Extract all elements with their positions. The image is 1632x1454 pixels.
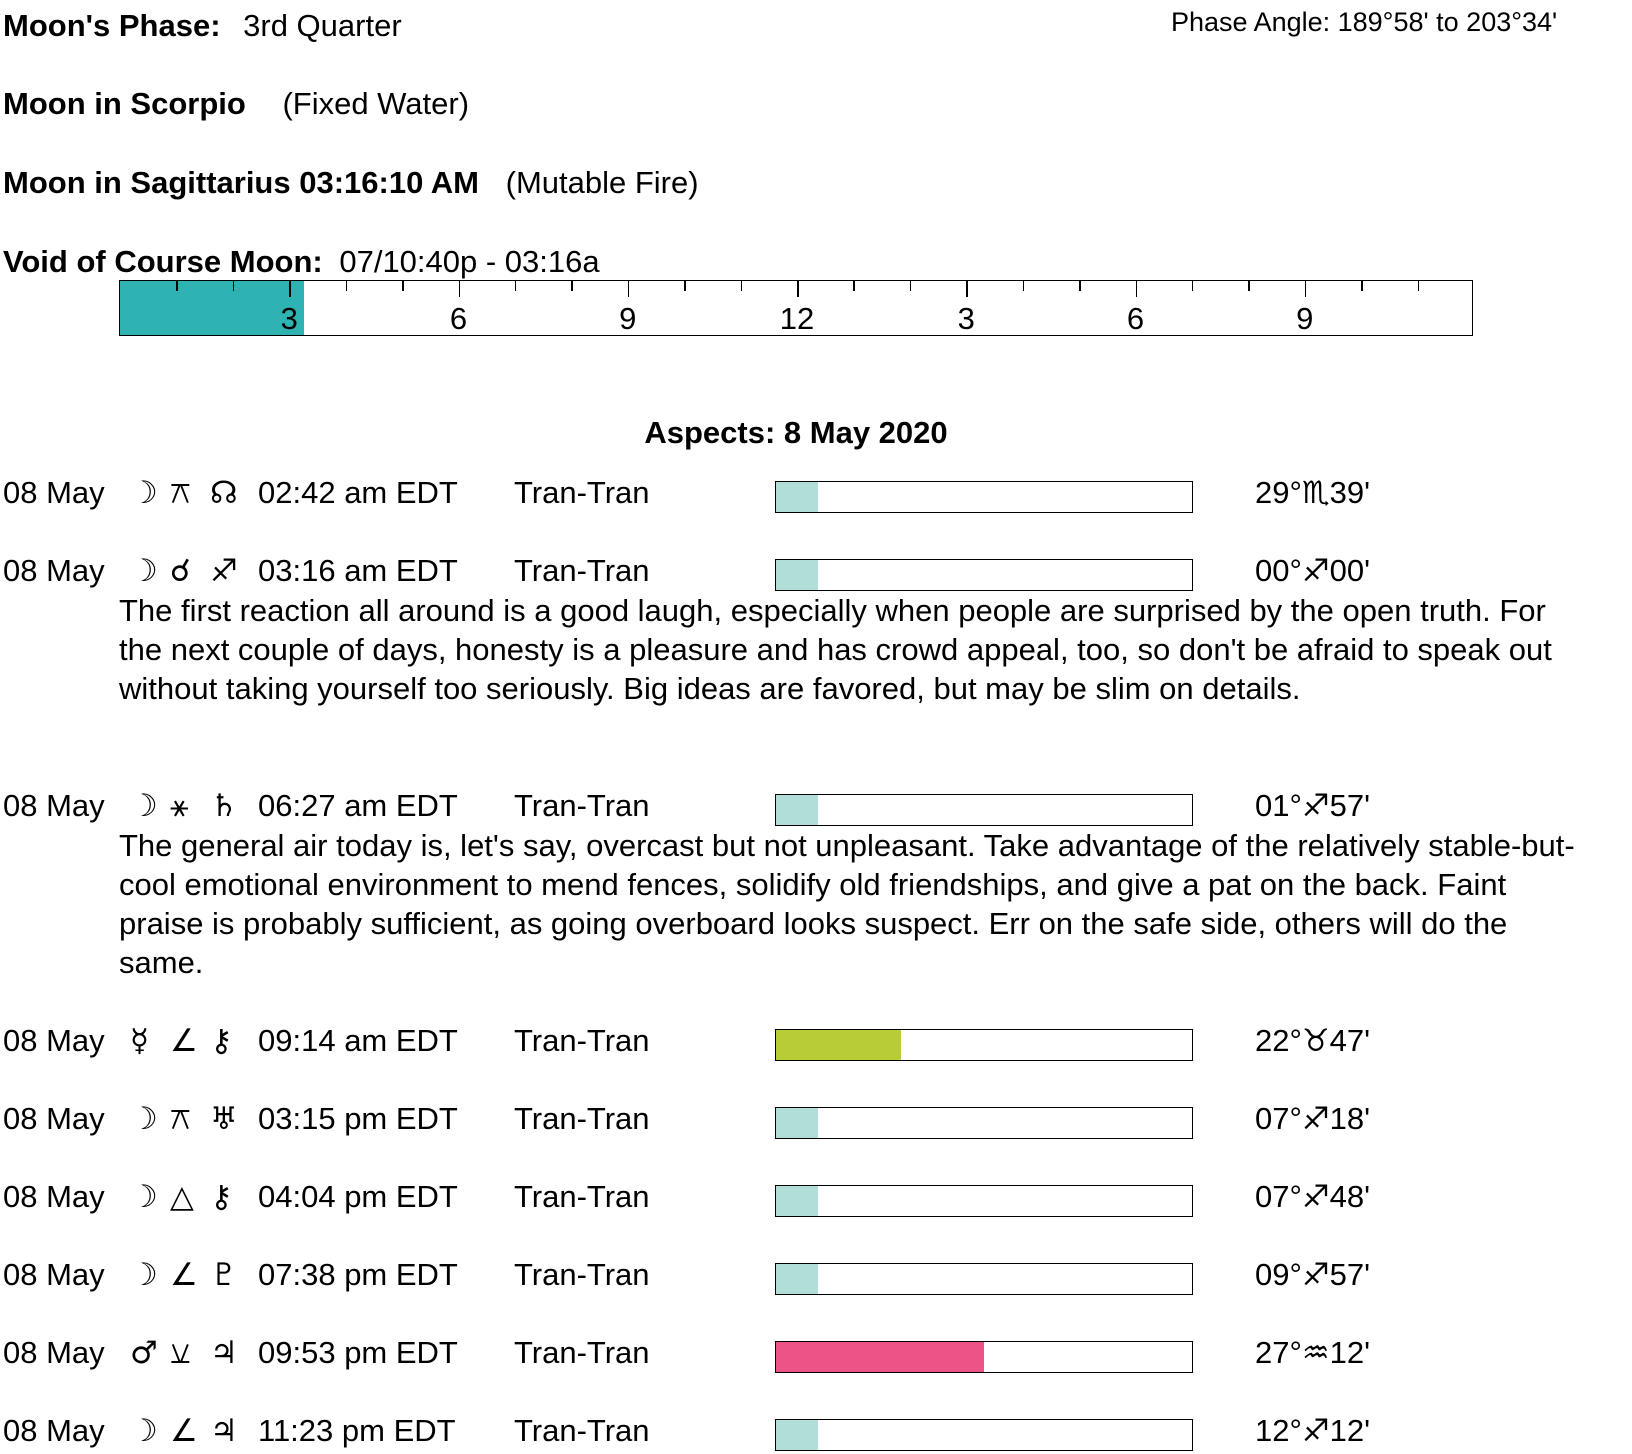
aspect-time: 06:27 am EDT [258, 788, 458, 823]
planet-1-icon: ☽ [130, 1101, 158, 1137]
timeline-hour-label: 12 [779, 301, 815, 336]
aspect-strength-fill [776, 1108, 818, 1138]
planet-2-icon: ♄ [210, 788, 238, 824]
aspect-time: 09:53 pm EDT [258, 1335, 458, 1370]
void-of-course-timeline [119, 280, 1473, 336]
timeline-tick [1361, 281, 1363, 291]
aspect-date: 08 May [3, 1413, 105, 1448]
aspect-position: 29°♏39' [1255, 475, 1371, 510]
aspect-row [0, 1179, 1632, 1219]
aspect-time: 07:38 pm EDT [258, 1257, 458, 1292]
aspect-strength-fill [776, 1342, 984, 1372]
aspect-time: 03:15 pm EDT [258, 1101, 458, 1136]
aspect-strength-bar [775, 794, 1193, 826]
timeline-tick [797, 281, 799, 297]
aspect-position: 27°♒12' [1255, 1335, 1371, 1370]
aspect-row [0, 1023, 1632, 1063]
aspect-icon: ∠ [170, 1413, 198, 1449]
moon-ingress-line [3, 165, 699, 201]
aspect-icon: ☌ [170, 553, 191, 589]
aspect-time: 09:14 am EDT [258, 1023, 458, 1058]
aspect-row [0, 553, 1632, 593]
void-of-course-value: 07/10:40p - 03:16a [339, 244, 600, 279]
moon-phase-line [3, 8, 402, 44]
aspect-strength-fill [776, 1264, 818, 1294]
timeline-tick [571, 281, 573, 291]
aspect-date: 08 May [3, 1023, 105, 1058]
aspect-icon: ⚺ [170, 1335, 191, 1371]
planet-2-icon: ♅ [210, 1101, 238, 1137]
aspect-strength-fill [776, 1420, 818, 1450]
aspect-description: The general air today is, let's say, overcast but not unpleasant. Take advantage of the relatively stable-but-cool emotional environment to mend fences, solidify old friendships, and give a pat on the back. Faint praise is probably sufficient, as going overboard looks suspect. Err on the safe side, others will do the same. [119, 828, 1575, 980]
timeline-tick [176, 281, 178, 291]
aspect-strength-fill [776, 1030, 901, 1060]
moon-ingress-label: Moon in Sagittarius 03:16:10 AM [3, 165, 479, 200]
aspect-row [0, 1101, 1632, 1141]
planet-2-icon: ♃ [210, 1335, 238, 1371]
aspect-icon: ∠ [170, 1023, 198, 1059]
moon-sign-element: (Fixed Water) [282, 86, 470, 121]
planet-1-icon: ☿ [130, 1023, 150, 1059]
timeline-tick [684, 281, 686, 291]
aspect-strength-bar [775, 559, 1193, 591]
aspect-strength-bar [775, 1263, 1193, 1295]
aspect-row [0, 788, 1632, 828]
planet-1-icon: ☽ [130, 1413, 158, 1449]
aspect-strength-fill [776, 795, 818, 825]
aspect-date: 08 May [3, 475, 105, 510]
timeline-hour-label: 9 [619, 301, 637, 336]
aspect-type: Tran-Tran [514, 1257, 650, 1292]
aspect-date: 08 May [3, 788, 105, 823]
timeline-tick [1136, 281, 1138, 297]
timeline-tick [1023, 281, 1025, 291]
aspect-icon: ⚹ [170, 788, 189, 824]
timeline-tick [1305, 281, 1307, 297]
timeline-tick [459, 281, 461, 297]
planet-2-icon: ⚷ [210, 1023, 233, 1059]
aspect-icon: ⚻ [170, 1101, 191, 1137]
moon-ingress-element: (Mutable Fire) [505, 165, 699, 200]
planet-2-icon: ♇ [210, 1257, 238, 1293]
moon-sign-line [3, 86, 469, 122]
aspect-strength-fill [776, 482, 818, 512]
aspect-type: Tran-Tran [514, 788, 650, 823]
timeline-tick [1248, 281, 1250, 291]
aspect-date: 08 May [3, 1179, 105, 1214]
timeline-tick [853, 281, 855, 291]
planet-1-icon: ☽ [130, 1257, 158, 1293]
aspect-type: Tran-Tran [514, 1101, 650, 1136]
phase-angle: Phase Angle: 189°58' to 203°34' [1171, 7, 1558, 37]
planet-2-icon: ♐ [210, 553, 238, 589]
aspect-strength-bar [775, 1419, 1193, 1451]
aspect-date: 08 May [3, 553, 105, 588]
moon-sign-label: Moon in Scorpio [3, 86, 246, 121]
aspect-time: 03:16 am EDT [258, 553, 458, 588]
planet-1-icon: ☽ [130, 788, 158, 824]
aspect-icon: △ [170, 1179, 194, 1215]
aspect-position: 01°♐57' [1255, 788, 1371, 823]
aspect-type: Tran-Tran [514, 475, 650, 510]
aspect-description: The first reaction all around is a good laugh, especially when people are surprised by the open truth. For the next couple of days, honesty is a pleasure and has crowd appeal, too, so don't be afraid to speak out without taking yourself too seriously. Big ideas are favored, but may be slim on details. [119, 593, 1552, 706]
aspect-position: 07°♐48' [1255, 1179, 1371, 1214]
aspect-type: Tran-Tran [514, 1335, 650, 1370]
aspect-type: Tran-Tran [514, 1023, 650, 1058]
planet-2-icon: ⚷ [210, 1179, 233, 1215]
void-of-course-label: Void of Course Moon: [3, 244, 323, 279]
aspect-position: 12°♐12' [1255, 1413, 1371, 1448]
planet-1-icon: ☽ [130, 553, 158, 589]
timeline-hour-label: 3 [280, 301, 298, 336]
planet-1-icon: ☽ [130, 475, 158, 511]
aspect-strength-bar [775, 1107, 1193, 1139]
aspect-strength-fill [776, 560, 818, 590]
timeline-tick [628, 281, 630, 297]
aspect-icon: ⚻ [170, 475, 191, 511]
timeline-hour-label: 9 [1296, 301, 1314, 336]
aspect-type: Tran-Tran [514, 1179, 650, 1214]
aspect-date: 08 May [3, 1257, 105, 1292]
planet-2-icon: ☊ [210, 475, 238, 511]
aspect-icon: ∠ [170, 1257, 198, 1293]
aspect-time: 02:42 am EDT [258, 475, 458, 510]
timeline-tick [910, 281, 912, 291]
timeline-tick [1418, 281, 1420, 291]
aspect-date: 08 May [3, 1335, 105, 1370]
aspect-strength-bar [775, 1185, 1193, 1217]
aspect-date: 08 May [3, 1101, 105, 1136]
timeline-tick [233, 281, 235, 291]
timeline-tick [346, 281, 348, 291]
aspect-strength-fill [776, 1186, 818, 1216]
moon-phase-value: 3rd Quarter [243, 8, 402, 43]
aspect-strength-bar [775, 481, 1193, 513]
aspect-type: Tran-Tran [514, 553, 650, 588]
aspect-position: 00°♐00' [1255, 553, 1371, 588]
aspect-row [0, 1335, 1632, 1375]
timeline-hour-label: 3 [957, 301, 975, 336]
aspect-time: 11:23 pm EDT [258, 1413, 456, 1448]
timeline-tick [402, 281, 404, 291]
void-of-course-fill [120, 281, 304, 335]
timeline-tick [966, 281, 968, 297]
moon-phase-label: Moon's Phase: [3, 8, 221, 43]
aspect-position: 09°♐57' [1255, 1257, 1371, 1292]
aspect-row [0, 1257, 1632, 1297]
timeline-tick [289, 281, 291, 297]
timeline-hour-label: 6 [1126, 301, 1145, 336]
aspect-position: 07°♐18' [1255, 1101, 1371, 1136]
aspect-type: Tran-Tran [514, 1413, 650, 1448]
timeline-tick [515, 281, 517, 291]
aspect-time: 04:04 pm EDT [258, 1179, 458, 1214]
aspect-position: 22°♉47' [1255, 1023, 1371, 1058]
aspect-row [0, 475, 1632, 515]
planet-1-icon: ♂ [130, 1335, 158, 1371]
void-of-course-line [3, 244, 600, 280]
aspects-title: Aspects: 8 May 2020 [644, 415, 948, 450]
timeline-tick [1079, 281, 1081, 291]
aspect-row [0, 1413, 1632, 1453]
aspect-strength-bar [775, 1029, 1193, 1061]
planet-2-icon: ♃ [210, 1413, 238, 1449]
planet-1-icon: ☽ [130, 1179, 158, 1215]
timeline-tick [1192, 281, 1194, 291]
timeline-hour-label: 6 [449, 301, 468, 336]
aspect-strength-bar [775, 1341, 1193, 1373]
timeline-tick [741, 281, 743, 291]
